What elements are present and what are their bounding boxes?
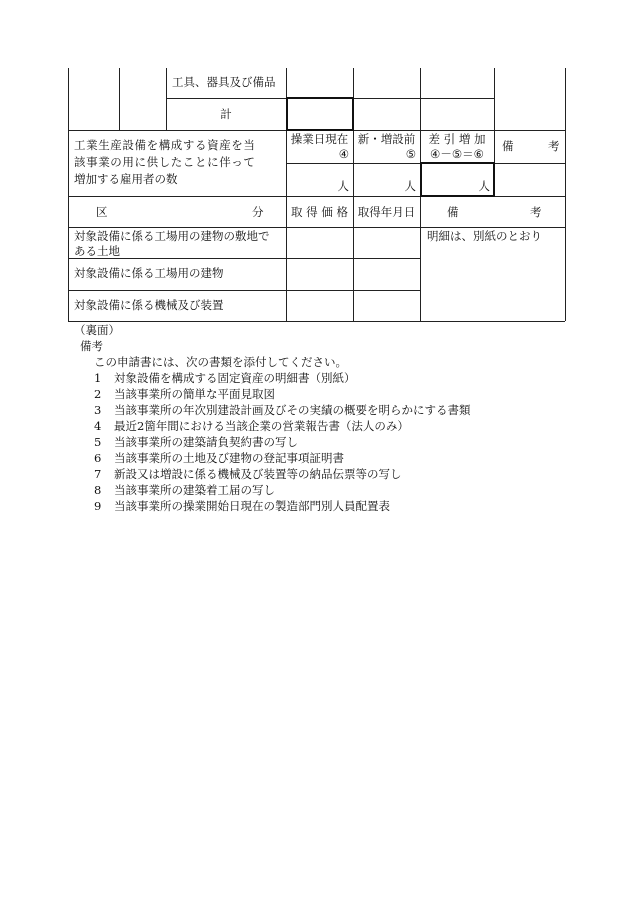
col-remarks-header-b: 備	[502, 139, 514, 153]
list-item: 8 当該事業所の建築着工届の写し	[94, 483, 275, 497]
table-divider	[494, 68, 495, 130]
col-diff-formula: ④－⑤＝⑥	[430, 147, 484, 161]
list-item: 2 当該事業所の簡単な平面見取図	[94, 387, 275, 401]
col-date-header: 取得年月日	[357, 205, 416, 219]
unit-person: 人	[404, 179, 416, 193]
col-before-header: 新・増設前	[357, 132, 416, 146]
total-highlight-box	[286, 97, 354, 131]
table-border	[565, 68, 566, 321]
back-side-label: （裏面）	[74, 323, 120, 337]
employees-label-line2: 該事業の用に供したことに伴って	[74, 155, 256, 169]
table-divider	[68, 258, 420, 259]
remarks-header-b: 備	[447, 205, 459, 219]
list-item: 1 対象設備を構成する固定資産の明細書（別紙）	[94, 371, 356, 385]
remarks-header-k: 考	[530, 205, 542, 219]
col-opening-header: 操業日現在	[290, 132, 349, 146]
remarks-title: 備考	[80, 339, 103, 353]
list-item: 7 新設又は増設に係る機械及び装置等の納品伝票等の写し	[94, 467, 402, 481]
row-machinery: 対象設備に係る機械及び装置	[74, 298, 224, 312]
row-land-line2: ある土地	[74, 244, 120, 258]
table-border	[68, 321, 565, 322]
kubun-header-right: 分	[252, 205, 264, 219]
col-price-header: 取 得 価 格	[291, 205, 348, 219]
attachment-intro: この申請書には、次の書類を添付してください。	[94, 355, 347, 369]
list-item: 3 当該事業所の年次別建設計画及びその実績の概要を明らかにする書類	[94, 403, 471, 417]
employees-label-line3: 増加する雇用者の数	[74, 172, 178, 186]
detail-note: 明細は、別紙のとおり	[427, 229, 542, 243]
col-remarks-header-k: 考	[548, 139, 560, 153]
unit-person: 人	[478, 179, 490, 193]
row-building: 対象設備に係る工場用の建物	[74, 266, 224, 280]
col-diff-header: 差 引 増 加	[428, 132, 486, 146]
table-divider	[68, 227, 565, 228]
table-divider	[68, 290, 420, 291]
list-item: 4 最近2箇年間における当該企業の営業報告書（法人のみ）	[94, 419, 409, 433]
list-item: 6 当該事業所の土地及び建物の登記事項証明書	[94, 451, 344, 465]
table-border	[68, 68, 69, 321]
employees-label-line1: 工業生産設備を構成する資産を当	[74, 138, 256, 152]
tools-label: 工具、器具及び備品	[172, 75, 276, 89]
list-item: 5 当該事業所の建築請負契約書の写し	[94, 435, 298, 449]
unit-person: 人	[337, 179, 349, 193]
total-label: 計	[220, 107, 232, 121]
col-opening-marker: ④	[338, 147, 349, 161]
list-item: 9 当該事業所の操業開始日現在の製造部門別人員配置表	[94, 499, 390, 513]
col-before-marker: ⑤	[405, 147, 416, 161]
kubun-header-left: 区	[96, 205, 108, 219]
row-land-line1: 対象設備に係る工場用の建物の敷地で	[74, 229, 270, 243]
table-divider	[119, 68, 120, 130]
